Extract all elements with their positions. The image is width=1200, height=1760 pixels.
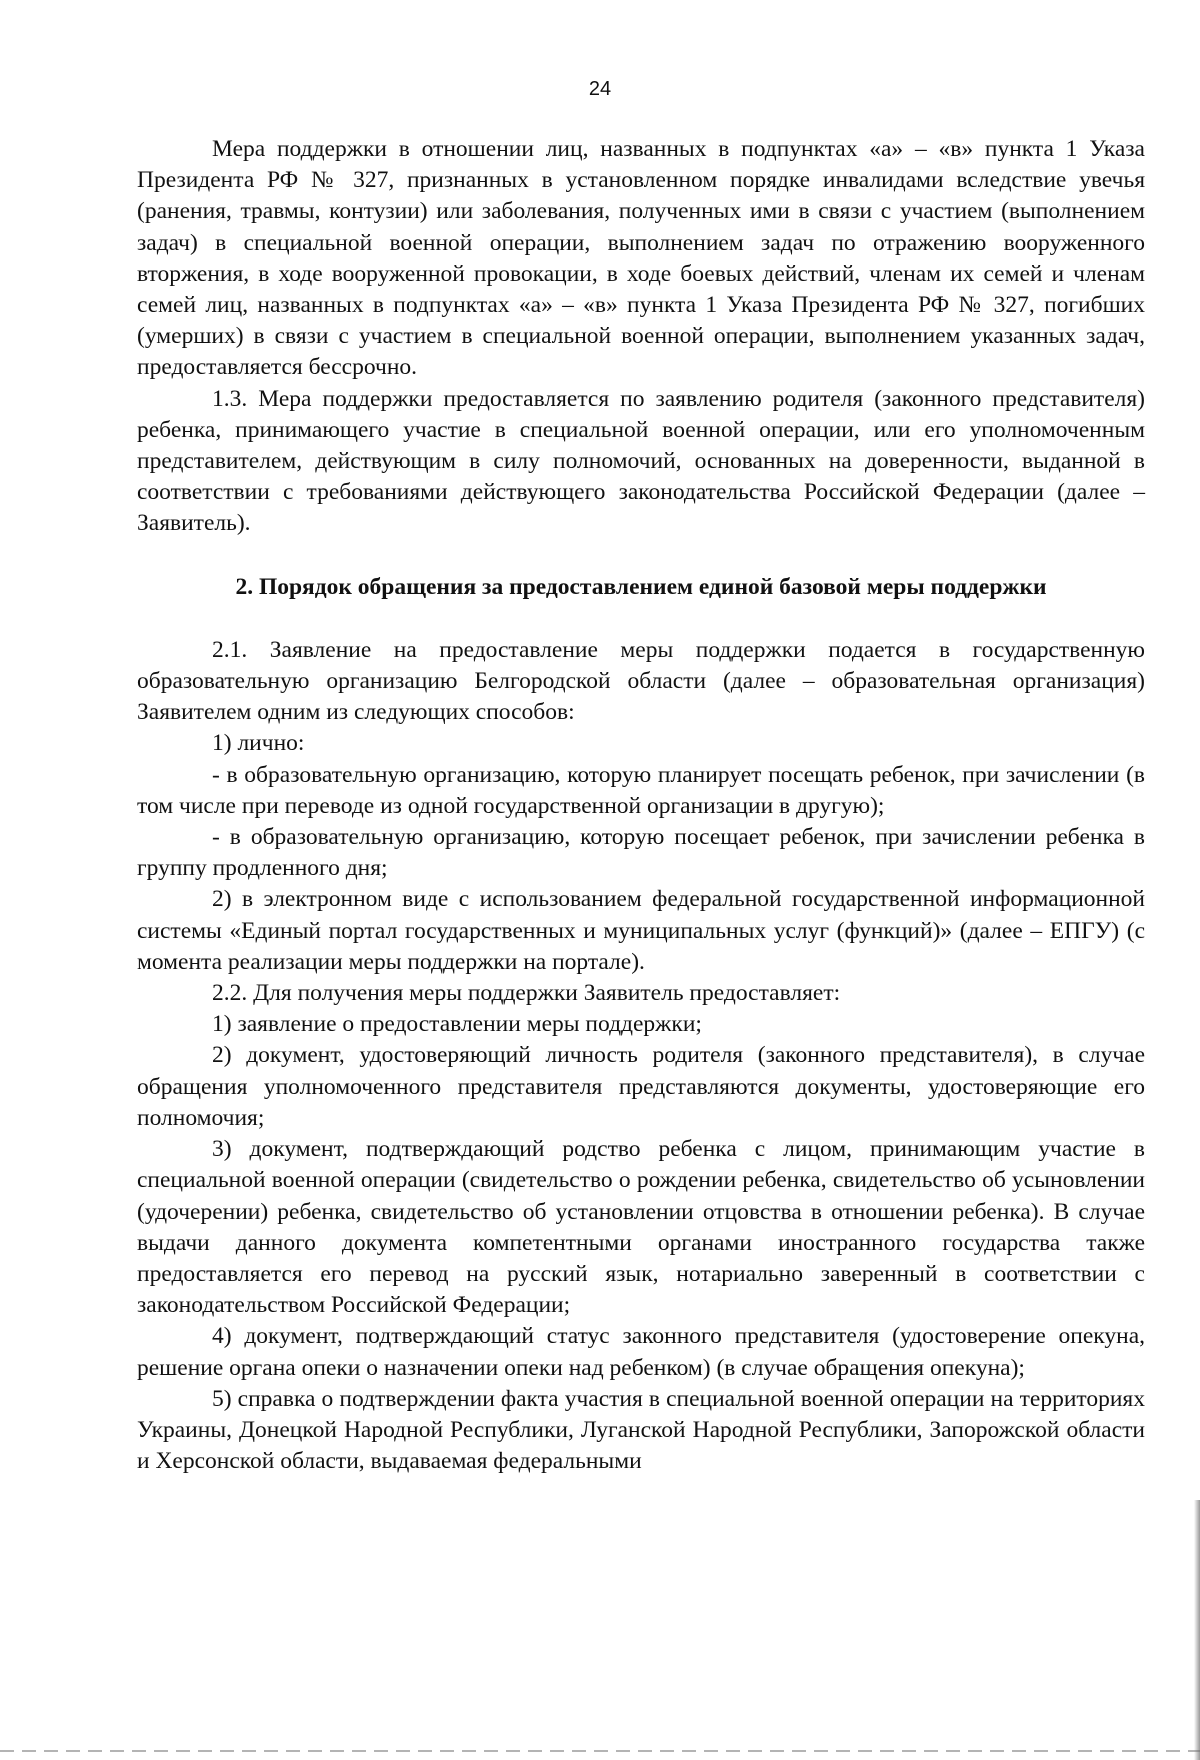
paragraph-1-3-applicant: 1.3. Мера поддержки предоставляется по заявлению родителя (законного представителя) ребенка, принимающего участие в специальной военной операции, или его уполномоченным представителем, действующим в силу полномочий, основанных на доверенности, выданной в соответствии с требованиями действующего законодательства Российской Федерации (далее – Заявитель).: [137, 385, 1145, 537]
paragraph-2-2-documents: 2.2. Для получения меры поддержки Заявитель предоставляет:: [212, 980, 841, 1007]
paragraph-disability-support-term: Мера поддержки в отношении лиц, названных в подпунктах «а» – «в» пункта 1 Указа Президента РФ № 327, признанных в установленном порядке инвалидами вследствие увечья (ранения, травмы, контузии) или заболевания, полученных ими в связи с участием (выполнением задач) в специальной военной операции, выполнением задач по отражению вооруженного вторжения, в ходе вооруженной провокации, в ходе боевых действий, членам их семей и членам семей лиц, названных в подпунктах «а» – «в» пункта 1 Указа Президента РФ № 327, погибших (умерших) в связи с участием в специальной военной операции, выполнением указанных задач, предоставляется бессрочно.: [137, 136, 1145, 381]
document-body: [137, 134, 1145, 1477]
list-item-guardian-status-document: 4) документ, подтверждающий статус законного представителя (удостоверение опекуна, решение органа опеки о назначении опеки над ребенком) (в случае обращения опекуна);: [137, 1323, 1145, 1381]
scan-edge-artifact: [1194, 1500, 1200, 1760]
paragraph-2-1-application: 2.1. Заявление на предоставление меры поддержки подается в государственную образовательную организацию Белгородской области (далее – образовательная организация) Заявителем одним из следующих способов:: [137, 636, 1145, 726]
section-heading: 2. Порядок обращения за предоставлением единой базовой меры поддержки: [235, 573, 1047, 600]
list-item-enrollment: - в образовательную организацию, которую планирует посещать ребенок, при зачислении (в том числе при переводе из одной государственной организации в другую);: [137, 761, 1145, 819]
list-item-kinship-document: 3) документ, подтверждающий родство ребенка с лицом, принимающим участие в специальной военной операции (свидетельство о рождении ребенка, свидетельство об усыновлении (удочерении) ребенка, свидетельство об установлении отцовства в отношении ребенка). В случае выдачи данного документа компетентными органами иностранного государства также предоставляется его перевод на русский язык, нотариально заверенный в соответствии с законодательством Российской Федерации;: [137, 1136, 1145, 1319]
page-number: 24: [588, 78, 612, 100]
list-item-application: 1) заявление о предоставлении меры поддержки;: [212, 1011, 702, 1038]
list-item-participation-certificate: 5) справка о подтверждении факта участия в специальной военной операции на территориях Украины, Донецкой Народной Республики, Луганской Народной Республики, Запорожской области и Херсонской области, выдаваемая федеральными: [137, 1385, 1145, 1475]
scan-edge-artifact: [0, 1750, 1200, 1752]
list-item-in-person: 1) лично:: [212, 730, 305, 757]
list-item-electronic-epgu: 2) в электронном виде с использованием федеральной государственной информационной системы «Единый портал государственных и муниципальных услуг (функций)» (далее – ЕПГУ) (с момента реализации меры поддержки на портале).: [137, 886, 1145, 975]
list-item-identity-document: 2) документ, удостоверяющий личность родителя (законного представителя), в случае обращения уполномоченного представителя представляются документы, удостоверяющие его полномочия;: [137, 1042, 1145, 1131]
list-item-extended-day-group: - в образовательную организацию, которую посещает ребенок, при зачислении ребенка в группу продленного дня;: [137, 824, 1145, 882]
